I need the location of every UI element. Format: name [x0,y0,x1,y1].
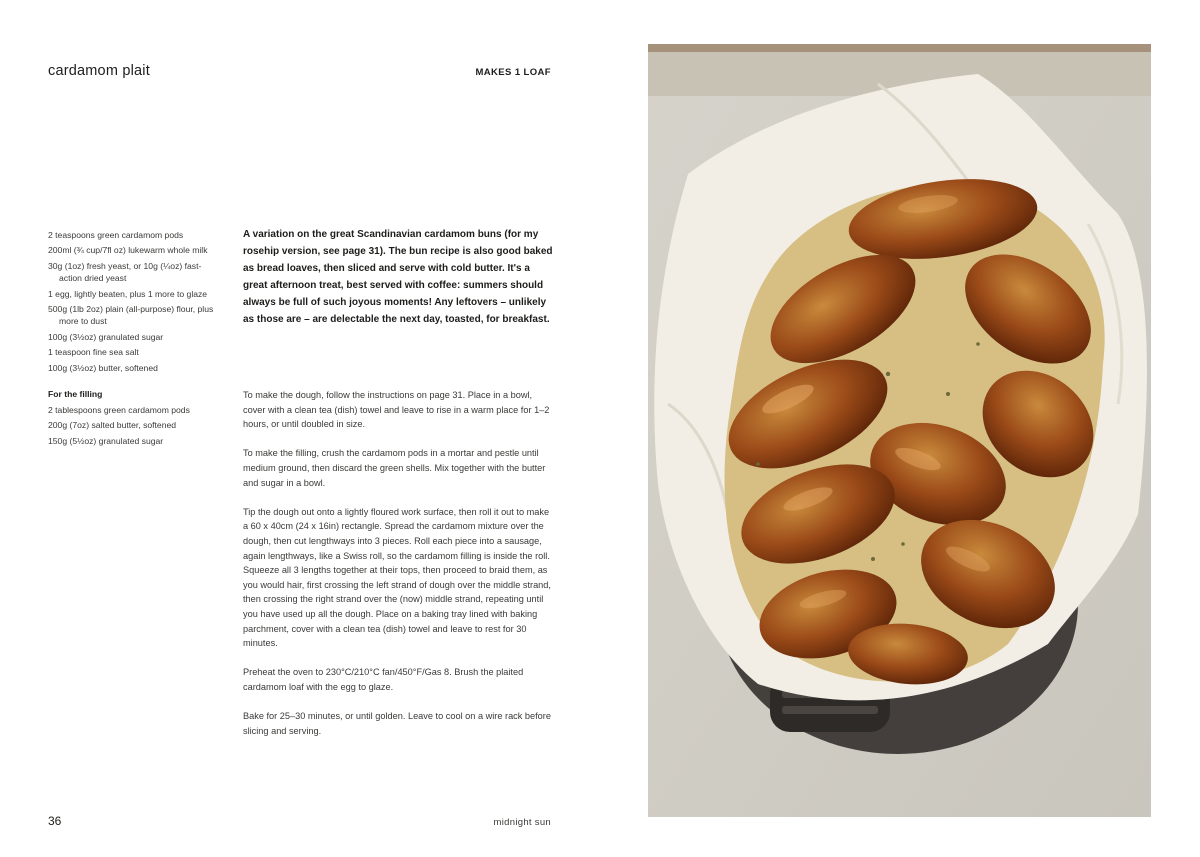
recipe-title: cardamom plait [48,63,150,79]
running-footer: midnight sun [493,817,551,828]
method-steps [243,388,553,753]
method-paragraph: Preheat the oven to 230°C/210°C fan/450°F/Gas 8. Brush the plaited cardamom loaf with the egg to glaze. [243,667,524,692]
ingredient-item: 30g (1oz) fresh yeast, or 10g (¼oz) fast-action dried yeast [48,260,202,284]
tin-handle-ridge [782,706,878,714]
ingredient-item: 1 teaspoon fine sea salt [48,347,139,358]
method-paragraph: Tip the dough out onto a lightly floured work surface, then roll it out to make a 60 x 40cm (24 x 16in) rectangle. Spread the cardamom mixture over the dough, then cut lengthways into 3 pieces. Roll each piece into a sausage, again lengthways, like a Swiss roll, so the cardamom filling is inside the roll. Squeeze all 3 lengths together at their tops, then proceed to braid them, as you would hair, first crossing the left strand of dough over the middle strand, then crossing the right strand over the (now) middle strand, repeating until you have used up all the dough. Place on a baking tray lined with baking parchment, cover with a clean tea (dish) towel and leave to rest for 30 minutes. [243,506,551,649]
ingredient-list [48,229,223,450]
ingredient-item: 100g (3½oz) butter, softened [48,362,158,373]
cardamom-fleck [871,557,875,561]
filling-ingredient-item: 150g (5½oz) granulated sugar [48,435,164,446]
method-paragraph: To make the dough, follow the instructions on page 31. Place in a bowl, cover with a clean tea (dish) towel and leave to rise in a warm place for 1–2 hours, or until doubled in size. [243,390,550,430]
filling-ingredient-item: 200g (7oz) salted butter, softened [48,420,177,431]
cardamom-fleck [901,542,905,546]
ingredient-item: 2 teaspoons green cardamom pods [48,230,184,240]
braided-loaf-photo [648,44,1151,817]
cardamom-fleck [946,392,950,396]
cardamom-fleck [756,462,760,466]
ingredient-item: 1 egg, lightly beaten, plus 1 more to glaze [48,288,208,299]
filling-heading: For the filling [48,388,103,399]
ingredient-item: 100g (3½oz) granulated sugar [48,331,164,342]
recipe-intro: A variation on the great Scandinavian cardamom buns (for my rosehip version, see page 31). The bun recipe is also good baked as bread loaves, then sliced and serve with cold butter. It's a great afternoon treat, best served with coffee: summers should always be full of such joyous moments! Any leftovers – unlikely as those are – are delectable the next day, toasted, for breakfast. [243,229,553,326]
ingredient-item: 200ml (¾ cup/7fl oz) lukewarm whole milk [48,245,208,256]
photo-illustration [648,44,1151,817]
recipe-yield: MAKES 1 LOAF [475,67,551,78]
ingredient-item: 500g (1lb 2oz) plain (all-purpose) flour, plus more to dust [48,304,214,327]
page-number: 36 [48,814,62,828]
method-paragraph: To make the filling, crush the cardamom pods in a mortar and pestle until medium ground, then discard the green shells. Mix together with the butter and sugar in a bowl. [243,448,546,488]
cardamom-fleck [886,372,890,376]
cardamom-fleck [976,342,980,346]
tray-edge [648,44,1151,52]
filling-ingredient-item: 2 tablespoons green cardamom pods [48,404,190,415]
method-paragraph: Bake for 25–30 minutes, or until golden. Leave to cool on a wire rack before slicing and serving. [243,711,551,736]
right-page [600,0,1200,857]
